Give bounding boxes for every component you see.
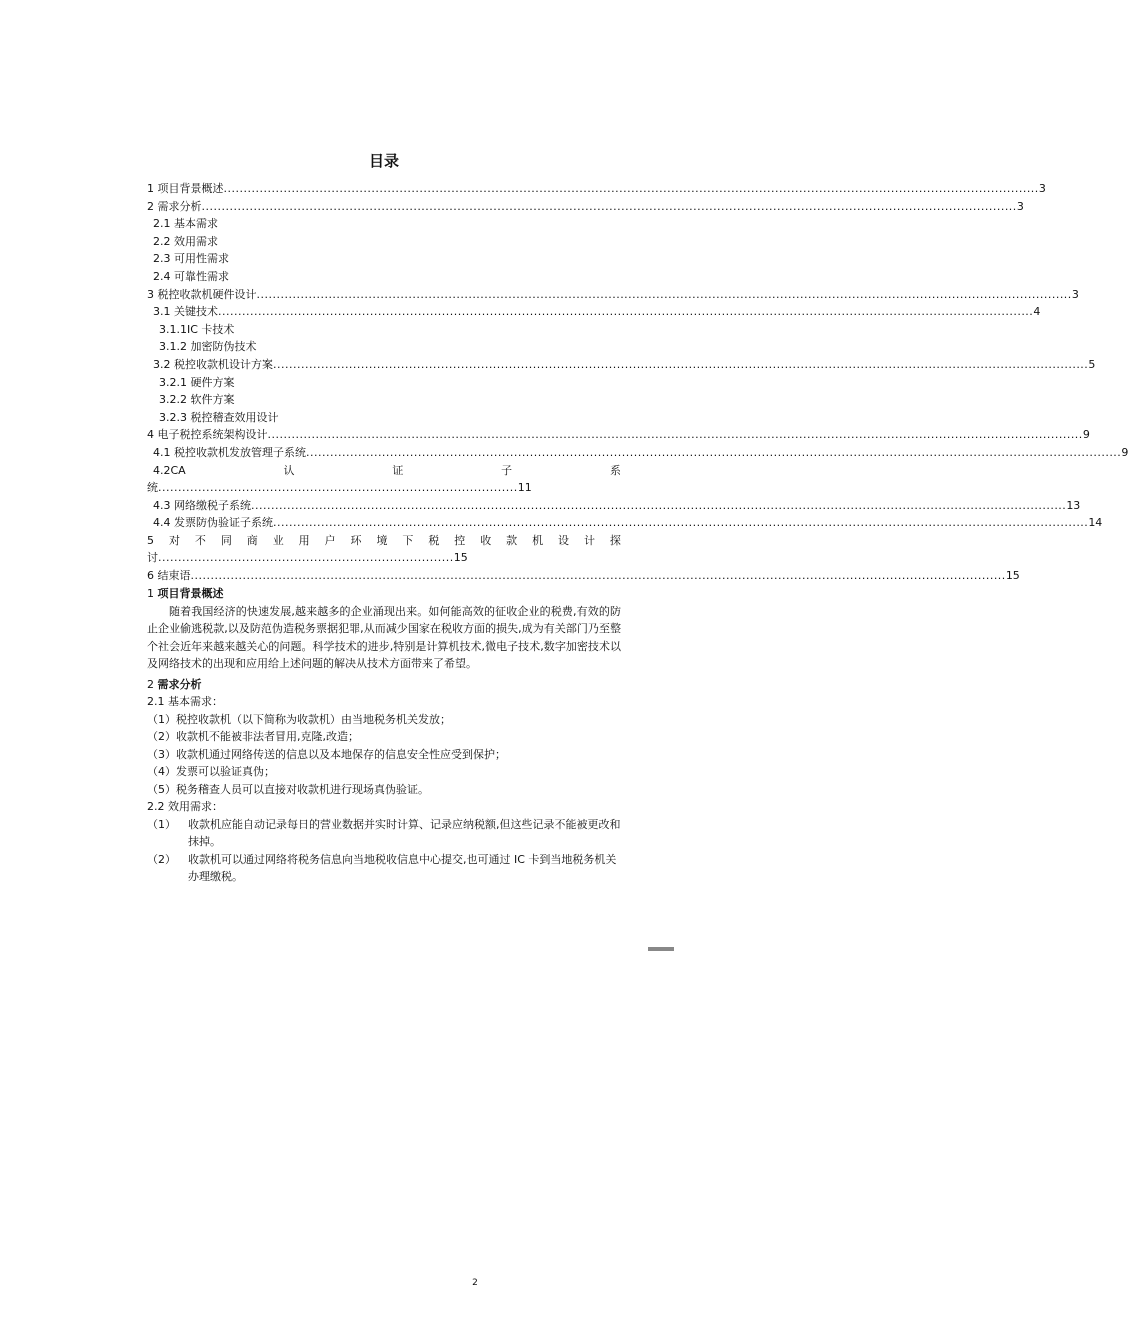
- toc-entry[interactable]: 1 项目背景概述 ............................................................................................................................................................................................................ 3: [147, 182, 1046, 195]
- toc-entry[interactable]: 2.3 可用性需求: [153, 252, 229, 266]
- toc-entry[interactable]: 3.1.1IC 卡技术: [159, 322, 235, 336]
- section-heading: 1 项目背景概述: [147, 587, 224, 600]
- list-item: （2） 收款机可以通过网络将税务信息向当地税收信息中心提交,也可通过 IC 卡到当地税务机关办理缴税。: [147, 852, 617, 883]
- toc-entry[interactable]: 3.2.1 硬件方案: [159, 375, 235, 389]
- list-item: （2）收款机不能被非法者冒用,克隆,改造；: [147, 730, 359, 743]
- subsection-heading: 2.1 基本需求：: [147, 695, 223, 708]
- toc-entry[interactable]: 4.1 税控收款机发放管理子系统 ............................................................................................................................................................................................................ 9: [153, 445, 1128, 459]
- toc-entry[interactable]: 2 需求分析 ............................................................................................................................................................................................................ 3: [147, 199, 1024, 213]
- list-item: （1）税控收款机（以下简称为收款机）由当地税务机关发放；: [147, 712, 451, 726]
- toc-entry-continuation[interactable]: 统 .......................................................................................... 11: [147, 481, 532, 495]
- toc-entry[interactable]: 2.4 可靠性需求: [153, 269, 229, 283]
- paragraph: 随着我国经济的快速发展,越来越多的企业涌现出来。如何能高效的征收企业的税费,有效的防止企业偷逃税款,以及防范伪造税务票据犯罪,从而减少国家在税收方面的损失,成为有关部门乃至整个社会近年来越来越关心的问题。科学技术的进步,特别是计算机技术,微电子技术,数字加密技术以及网络技术的出现和应用给上述问题的解决从技术方面带来了希望。: [147, 604, 621, 670]
- toc-entry[interactable]: 3.2.2 软件方案: [159, 393, 235, 407]
- toc-entry[interactable]: 4.4 发票防伪验证子系统 ............................................................................................................................................................................................................ 14: [153, 516, 1103, 530]
- document-body: [147, 585, 621, 886]
- scroll-marker: [648, 947, 674, 951]
- toc-entry-justified[interactable]: 5 对 不 同 商 业 用 户 环 境 下 税 控 收 款 机 设 计 探: [147, 533, 621, 547]
- toc-entry[interactable]: 3.1.2 加密防伪技术: [159, 340, 257, 354]
- list-item: （5）税务稽查人员可以直接对收款机进行现场真伪验证。: [147, 782, 429, 796]
- toc-entry[interactable]: 3.1 关键技术 ............................................................................................................................................................................................................ 4: [153, 305, 1041, 319]
- toc-entry[interactable]: 3.2 税控收款机设计方案 ............................................................................................................................................................................................................ 5: [153, 357, 1096, 371]
- table-of-contents: [147, 180, 1128, 585]
- toc-entry[interactable]: 2.2 效用需求: [153, 234, 218, 248]
- toc-entry[interactable]: 2.1 基本需求: [153, 217, 218, 231]
- toc-entry-justified[interactable]: 4.2CA 认 证 子 系: [153, 463, 621, 477]
- subsection-heading: 2.2 效用需求：: [147, 800, 223, 813]
- toc-entry[interactable]: 4.3 网络缴税子系统 ............................................................................................................................................................................................................ 13: [153, 498, 1081, 512]
- toc-entry-continuation[interactable]: 讨 .......................................................................... 15: [147, 551, 468, 565]
- toc-entry[interactable]: 4 电子税控系统架构设计 ............................................................................................................................................................................................................ 9: [147, 428, 1090, 442]
- list-item: （1） 收款机应能自动记录每日的营业数据并实时计算、记录应纳税额,但这些记录不能被更改和抹掉。: [147, 817, 621, 848]
- list-item: （4）发票可以验证真伪；: [147, 765, 275, 778]
- toc-entry[interactable]: 6 结束语 ............................................................................................................................................................................................................ 15: [147, 569, 1020, 583]
- toc-title: 目录: [368, 152, 399, 170]
- list-item: （3）收款机通过网络传送的信息以及本地保存的信息安全性应受到保护；: [147, 747, 506, 761]
- page-number: 2: [472, 1278, 478, 1288]
- toc-entry[interactable]: 3.2.3 税控稽查效用设计: [159, 410, 279, 424]
- section-heading: 2 需求分析: [147, 677, 202, 691]
- toc-entry[interactable]: 3 税控收款机硬件设计 ............................................................................................................................................................................................................ 3: [147, 287, 1079, 301]
